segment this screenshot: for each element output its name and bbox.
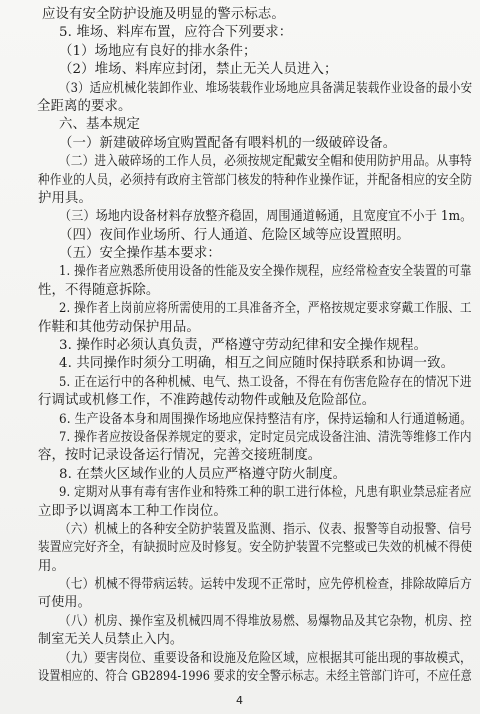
text-line: （2）堆场、料库应封闭，禁止无关人员进入；: [59, 62, 338, 77]
text-line: （3）适应机械化装卸作业、堆场装载作业场地应具备满足装载作业设备的最小安: [59, 81, 473, 96]
text-line: （二）进入破碎场的工作人员，必须按规定配戴安全帽和使用防护用品。从事特: [59, 154, 472, 169]
text-line: 行调试或机修工作，不准跨越传动物件或触及危险部位。: [38, 393, 376, 408]
text-line: （七）机械不得带病运转。运转中发现不正常时，应先停机检查，排除故障后方: [59, 577, 472, 592]
text-line: 性，不得随意拆除。: [38, 283, 160, 298]
text-line: 立即予以调离本工种工作岗位。: [38, 504, 227, 519]
text-line: （八）机房、操作室及机械四周不得堆放易燃、易爆物品及其它杂物，机房、控: [59, 614, 472, 629]
text-line: （五）安全操作基本要求：: [59, 246, 221, 261]
text-line: （九）要害岗位、重要设备和设施及危险区域，应根据其可能出现的事故模式，: [59, 651, 472, 666]
text-line: 8. 在禁火区域作业的人员应严格遵守防火制度。: [59, 467, 347, 482]
text-line: （1）场地应有良好的排水条件；: [59, 44, 257, 59]
text-line: （三）场地内设备材料存放整齐稳固，周围通道畅通，且宽度宜不小于 1m。: [59, 209, 473, 224]
text-line: 5. 堆场、料库布置，应符合下列要求：: [59, 25, 293, 40]
text-line: 可使用。: [38, 595, 91, 610]
text-line: 5. 正在运行中的各种机械、电气、热工设备，不得在有伤害危险存在的情况下进: [59, 375, 472, 390]
section-heading: 六、基本规定: [59, 117, 140, 132]
text-line: 1. 操作者应熟悉所使用设备的性能及安全操作规程，应经常检查安全装置的可靠: [59, 264, 472, 279]
page-number: 4: [236, 694, 243, 707]
text-line: 容，按时记录设备运行情况，完善交接班制度。: [38, 448, 322, 463]
text-line: 全距离的要求。: [37, 99, 132, 114]
text-line: （六）机械上的各种安全防护装置及监测、指示、仪表、报警等自动报警、信号: [59, 522, 472, 537]
text-line: 3. 操作时必须认真负责，严格遵守劳动纪律和安全操作规程。: [59, 338, 428, 353]
text-line: 7. 操作者应按设备保养规定的要求，定时定员完成设备注油、清洗等维修工作内: [59, 430, 472, 445]
text-line: 6. 生产设备本身和周围操作场地应保持整洁有序，保持运输和人行通道畅通。: [59, 412, 473, 427]
text-line: （一）新建破碎场宜购置配备有喂料机的一级破碎设备。: [59, 136, 397, 151]
text-line: （四）夜间作业场所、行人通道、危险区域等应设置照明。: [59, 228, 410, 243]
text-line: 9. 定期对从事有毒有害作业和特殊工种的职工进行体检，凡患有职业禁忌症者应: [59, 485, 472, 500]
text-line: 用。: [38, 559, 65, 574]
text-line: 制室无关人员禁止入内。: [38, 632, 184, 647]
text-line: 应设有安全防护设施及明显的警示标志。: [42, 7, 285, 22]
text-line: 设置相应的、符合 GB2894-1996 要求的安全警示标志。未经主管部门许可，不应任意: [38, 669, 472, 684]
text-line: 种作业的人员，必须持有政府主管部门核发的特种作业操作证，并配备相应的安全防: [38, 173, 473, 188]
text-line: 作鞋和其他劳动保护用品。: [38, 320, 200, 335]
text-line: 护用具。: [38, 191, 92, 206]
text-line: 4. 共同操作时须分工明确，相互之间应随时保持联系和协调一致。: [59, 356, 455, 371]
text-line: 装置应完好齐全，有缺损时应及时修复。安全防护装置不完整或已失效的机械不得使: [38, 540, 473, 555]
text-line: 2. 操作者上岗前应将所需使用的工具准备齐全，严格按规定要求穿戴工作服、工: [59, 301, 472, 316]
